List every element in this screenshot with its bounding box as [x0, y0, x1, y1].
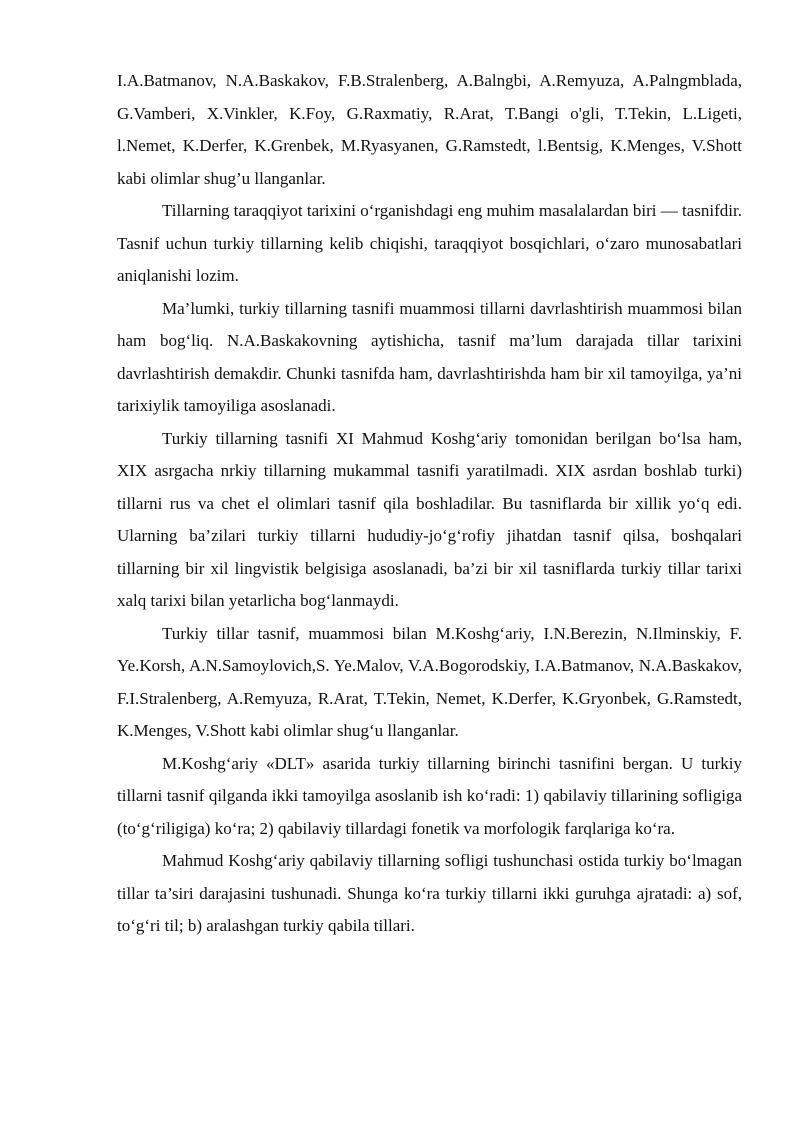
- paragraph-scholars-list-continued: I.A.Batmanov, N.A.Baskakov, F.B.Stralenberg, A.Balngbi, A.Remyuza, A.Palngmblada, G.Vamberi, X.Vinkler, K.Foy, G.Raxmatiy, R.Arat, T.Bangi o'gli, T.Tekin, L.Ligeti, l.Nemet, K.Derfer, K.Grenbek, M.Ryasyanen, G.Ramstedt, l.Bentsig, K.Menges, V.Shott kabi olimlar shug’u llanganlar.: [117, 71, 742, 188]
- paragraph-purity-concept: Mahmud Koshg‘ariy qabilaviy tillarning sofligi tushunchasi ostida turkiy bo‘lmagan tillar ta’siri darajasini tushunadi. Shunga ko‘ra turkiy tillarni ikki guruhga ajratadi: a) sof, to‘g‘ri til; b) aralashgan turkiy qabila tillari.: [117, 851, 742, 935]
- paragraph-classification-importance: Tillarning taraqqiyot tarixini o‘rganishdagi eng muhim masalalardan biri — tasnifdir. Tasnif uchun turkiy tillarning kelib chiqishi, taraqqiyot bosqichlari, o‘zaro munosabatlari aniqlanishi lozim.: [117, 201, 742, 285]
- document-page: [117, 65, 742, 943]
- paragraph-scholars-list: Turkiy tillar tasnif, muammosi bilan M.Koshg‘ariy, I.N.Berezin, N.Ilminskiy, F. Ye.Korsh, A.N.Samoylovich,S. Ye.Malov, V.A.Bogorodskiy, I.A.Batmanov, N.A.Baskakov, F.I.Stralenberg, A.Remyuza, R.Arat, T.Tekin, Nemet, K.Derfer, K.Gryonbek, G.Ramstedt, K.Menges, V.Shott kabi olimlar shug‘u llanganlar.: [117, 623, 742, 740]
- paragraph-koshgariy-principles: M.Koshg‘ariy «DLT» asarida turkiy tillarning birinchi tasnifini bergan. U turkiy tillarni tasnif qilganda ikki tamoyilga asoslanib ish ko‘radi: 1) qabilaviy tillarining sofligiga (to‘g‘riligiga) ko‘ra; 2) qabilaviy tillardagi fonetik va morfologik farqlariga ko‘ra.: [117, 753, 742, 838]
- paragraph-periodization: Ma’lumki, turkiy tillarning tasnifi muammosi tillarni davrlashtirish muammosi bilan ham bog‘liq. N.A.Baskakovning aytishicha, tasnif ma’lum darajada tillar tarixini davrlashtirish demakdir. Chunki tasnifda ham, davrlashtirishda ham bir xil tamoyilga, ya’ni tarixiylik tamoyiliga asoslanadi.: [117, 298, 742, 415]
- paragraph-history-of-classification: Turkiy tillarning tasnifi XI Mahmud Koshg‘ariy tomonidan berilgan bo‘lsa ham, XIX asrgacha nrkiy tillarning mukammal tasnifi yaratilmadi. XIX asrdan boshlab turki) tillarni rus va chet el olimlari tasnif qila boshladilar. Bu tasniflarda bir xillik yo‘q edi. Ularning ba’zilari turkiy tillarni hududiy-jo‘g‘rofiy jihatdan tasnif qilsa, boshqalari tillarning bir xil lingvistik belgisiga asoslanadi, ba’zi bir xil tasniflarda turkiy tillar tarixi xalq tarixi bilan yetarlicha bog‘lanmaydi.: [117, 428, 742, 610]
